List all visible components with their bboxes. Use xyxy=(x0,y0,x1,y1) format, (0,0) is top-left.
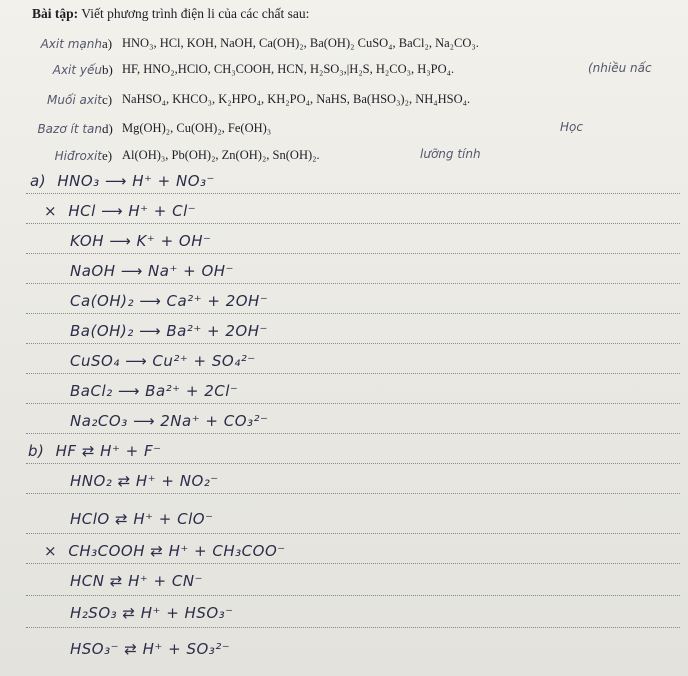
ruled-line xyxy=(26,283,680,284)
ruled-line xyxy=(26,563,680,564)
ruled-line xyxy=(26,193,680,194)
equation-text: H₂SO₃ ⇄ H⁺ + HSO₃⁻ xyxy=(70,604,234,622)
handwritten-category: Bazơ ít tan xyxy=(37,122,102,136)
equation-label: × xyxy=(44,542,58,560)
handwritten-category: Axit mạnh xyxy=(40,37,102,51)
ruled-line xyxy=(26,373,680,374)
ruled-line xyxy=(26,433,680,434)
chemical-list: HF, HNO₂,HClO, CH₃COOH, HCN, H₂SO₃,|H₂S, H₂CO₃, H₃PO₄. xyxy=(122,62,455,76)
task-b xyxy=(20,59,688,85)
handwritten-category: Axit yếu xyxy=(52,63,102,77)
equation-row xyxy=(70,352,256,370)
equation-row xyxy=(44,542,286,560)
equation-row xyxy=(70,322,268,340)
handwritten-note: lưỡng tính xyxy=(420,147,481,161)
exercise-title: Bài tập: xyxy=(32,6,79,21)
ruled-line xyxy=(26,223,680,224)
ruled-line xyxy=(26,627,680,628)
equation-row xyxy=(28,442,162,460)
equation-label: × xyxy=(44,202,58,220)
task-c xyxy=(20,89,688,115)
equation-text: HCl ⟶ H⁺ + Cl⁻ xyxy=(68,202,197,220)
equation-text: HNO₂ ⇄ H⁺ + NO₂⁻ xyxy=(70,472,219,490)
task-d xyxy=(20,118,688,144)
ruled-line xyxy=(26,595,680,596)
equation-row xyxy=(70,510,214,528)
equation-text: HF ⇄ H⁺ + F⁻ xyxy=(55,442,162,460)
task-letter: b) xyxy=(102,62,113,77)
equation-text: Na₂CO₃ ⟶ 2Na⁺ + CO₃²⁻ xyxy=(70,412,269,430)
ruled-line xyxy=(26,493,680,494)
ruled-line xyxy=(26,343,680,344)
equation-row xyxy=(70,382,238,400)
equation-text: CuSO₄ ⟶ Cu²⁺ + SO₄²⁻ xyxy=(70,352,256,370)
equation-row xyxy=(70,604,234,622)
equation-row xyxy=(70,262,234,280)
equation-text: Ba(OH)₂ ⟶ Ba²⁺ + 2OH⁻ xyxy=(70,322,268,340)
equation-text: HClO ⇄ H⁺ + ClO⁻ xyxy=(70,510,214,528)
task-letter: a) xyxy=(102,36,113,51)
equation-row xyxy=(44,202,196,220)
ruled-line xyxy=(26,253,680,254)
chemical-list: Mg(OH)₂, Cu(OH)₂, Fe(OH)₃ xyxy=(122,121,272,135)
handwritten-category: Muối axit xyxy=(47,93,102,107)
handwritten-note: (nhiều nấc xyxy=(588,61,652,75)
chemical-list: NaHSO₄, KHCO₃, K₂HPO₄, KH₂PO₄, NaHS, Ba(HSO₃)₂, NH₄HSO₄. xyxy=(122,92,471,106)
equation-row xyxy=(70,412,268,430)
exercise-instruction: Viết phương trình điện li của các chất sau: xyxy=(81,6,310,21)
equation-text: HNO₃ ⟶ H⁺ + NO₃⁻ xyxy=(57,172,215,190)
chemical-list: Al(OH)₃, Pb(OH)₂, Zn(OH)₂, Sn(OH)₂. xyxy=(122,148,320,162)
exercise-header xyxy=(32,6,672,22)
task-e xyxy=(20,145,688,171)
equation-label: a) xyxy=(30,172,47,190)
ruled-line xyxy=(26,533,680,534)
task-letter: c) xyxy=(102,92,113,107)
chemical-list: HNO₃, HCl, KOH, NaOH, Ca(OH)₂, Ba(OH)₂ CuSO₄, BaCl₂, Na₂CO₃. xyxy=(122,36,479,50)
ruled-line xyxy=(26,463,680,464)
equation-row xyxy=(70,232,211,250)
task-a xyxy=(20,33,688,59)
equation-row xyxy=(70,640,230,658)
equation-text: HSO₃⁻ ⇄ H⁺ + SO₃²⁻ xyxy=(70,640,231,658)
handwritten-note: Học xyxy=(560,120,583,134)
ruled-line xyxy=(26,313,680,314)
equation-text: HCN ⇄ H⁺ + CN⁻ xyxy=(70,572,203,590)
equation-label: b) xyxy=(28,442,45,460)
equation-row xyxy=(70,572,203,590)
equation-text: KOH ⟶ K⁺ + OH⁻ xyxy=(70,232,212,250)
equation-text: CH₃COOH ⇄ H⁺ + CH₃COO⁻ xyxy=(68,542,286,560)
handwritten-category: Hiđroxit xyxy=(54,149,102,163)
equation-row xyxy=(70,472,219,490)
task-letter: d) xyxy=(102,121,113,136)
equation-text: BaCl₂ ⟶ Ba²⁺ + 2Cl⁻ xyxy=(70,382,239,400)
equation-text: Ca(OH)₂ ⟶ Ca²⁺ + 2OH⁻ xyxy=(70,292,269,310)
equation-row xyxy=(70,292,268,310)
ruled-line xyxy=(26,403,680,404)
equation-row xyxy=(30,172,215,190)
task-letter: e) xyxy=(102,148,113,163)
equation-text: NaOH ⟶ Na⁺ + OH⁻ xyxy=(70,262,234,280)
